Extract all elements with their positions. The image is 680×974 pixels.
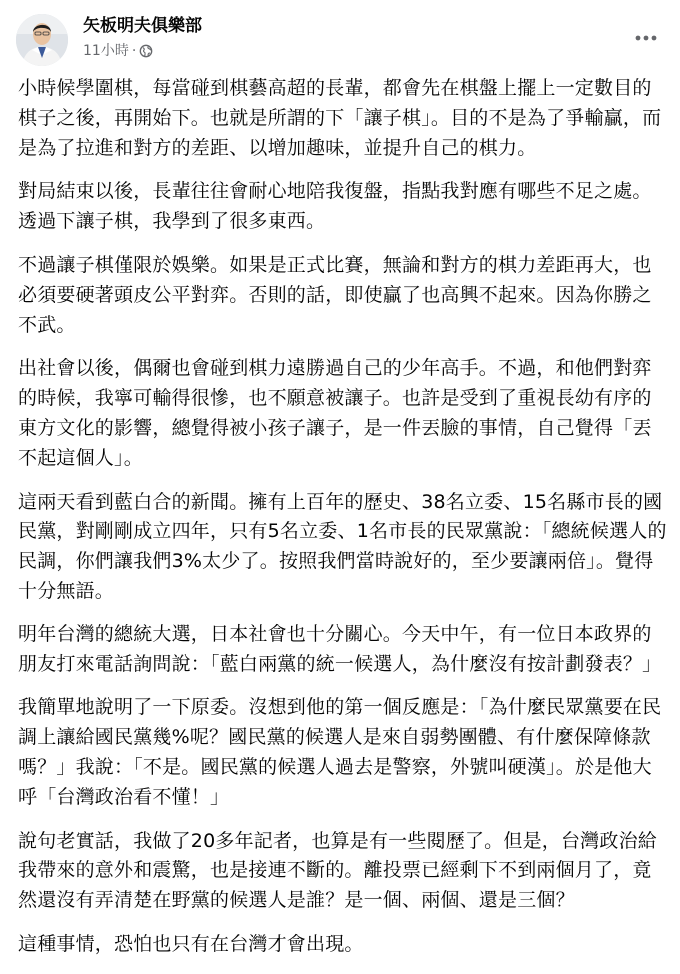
more-horizontal-icon [635,35,657,41]
post-header [16,12,664,64]
page-name[interactable]: 矢板明夫俱樂部 [83,16,202,36]
post-meta [83,42,153,60]
post-paragraph: 對局結束以後，長輩往往會耐心地陪我復盤，指點我對應有哪些不足之處。透過下讓子棋，我學到了很多東西。 [18,180,652,233]
post-paragraph: 不過讓子棋僅限於娛樂。如果是正式比賽，無論和對方的棋力差距再大，也必須要硬著頭皮公平對弈。否則的話，即使贏了也高興不起來。因為你勝之不武。 [18,253,652,336]
post-paragraph: 小時候學圍棋，每當碰到棋藝高超的長輩，都會先在棋盤上擺上一定數目的棋子之後，再開始下。也就是所謂的下「讓子棋」。目的不是為了爭輸贏，而是為了拉進和對方的差距、以增加趣味，並提升自己的棋力。 [18,77,662,159]
post-body [18,74,668,974]
meta-separator: · [131,43,137,59]
post-paragraph: 說句老實話，我做了20多年記者，也算是有一些閱歷了。但是，台灣政治給我帶來的意外和震驚，也是接連不斷的。離投票已經剩下不到兩個月了，竟然還沒有弄清楚在野黨的候選人是誰？是一個、兩個、還是三個？ [18,829,657,912]
post-paragraph: 我簡單地說明了一下原委。沒想到他的第一個反應是：「為什麼民眾黨要在民調上讓給國民黨幾%呢？國民黨的候選人是來自弱勢團體、有什麼保障條款嗎？」我說：「不是。國民黨的候選人過去是警察，外號叫硬漢」。於是他大呼「台灣政治看不懂！」 [18,696,662,808]
avatar-image [16,14,68,66]
post-paragraph: 這種事情，恐怕也只有在台灣才會出現。 [18,932,364,955]
avatar[interactable] [16,14,68,66]
post-paragraph: 這兩天看到藍白合的新聞。擁有上百年的歷史、38名立委、15名縣市長的國民黨，對剛剛成立四年，只有5名立委、1名市長的民眾黨說：「總統候選人的民調，你們讓我們3%太少了。按照我們當時說好的，至少要讓兩倍」。覺得十分無語。 [18,490,667,602]
post-paragraph: 出社會以後，偶爾也會碰到棋力遠勝過自己的少年高手。不過，和他們對弈的時候，我寧可輸得很慘，也不願意被讓子。也許是受到了重視長幼有序的東方文化的影響，總覺得被小孩子讓子，是一件丟臉的事情，自己覺得「丟不起這個人」。 [18,357,652,469]
globe-icon[interactable] [139,44,153,58]
post-paragraph: 明年台灣的總統大選，日本社會也十分關心。今天中午，有一位日本政界的朋友打來電話詢問說：「藍白兩黨的統一候選人，為什麼沒有按計劃發表？」 [18,622,662,675]
post-timestamp[interactable]: 11小時 [83,43,129,59]
more-options-button[interactable] [628,20,664,56]
